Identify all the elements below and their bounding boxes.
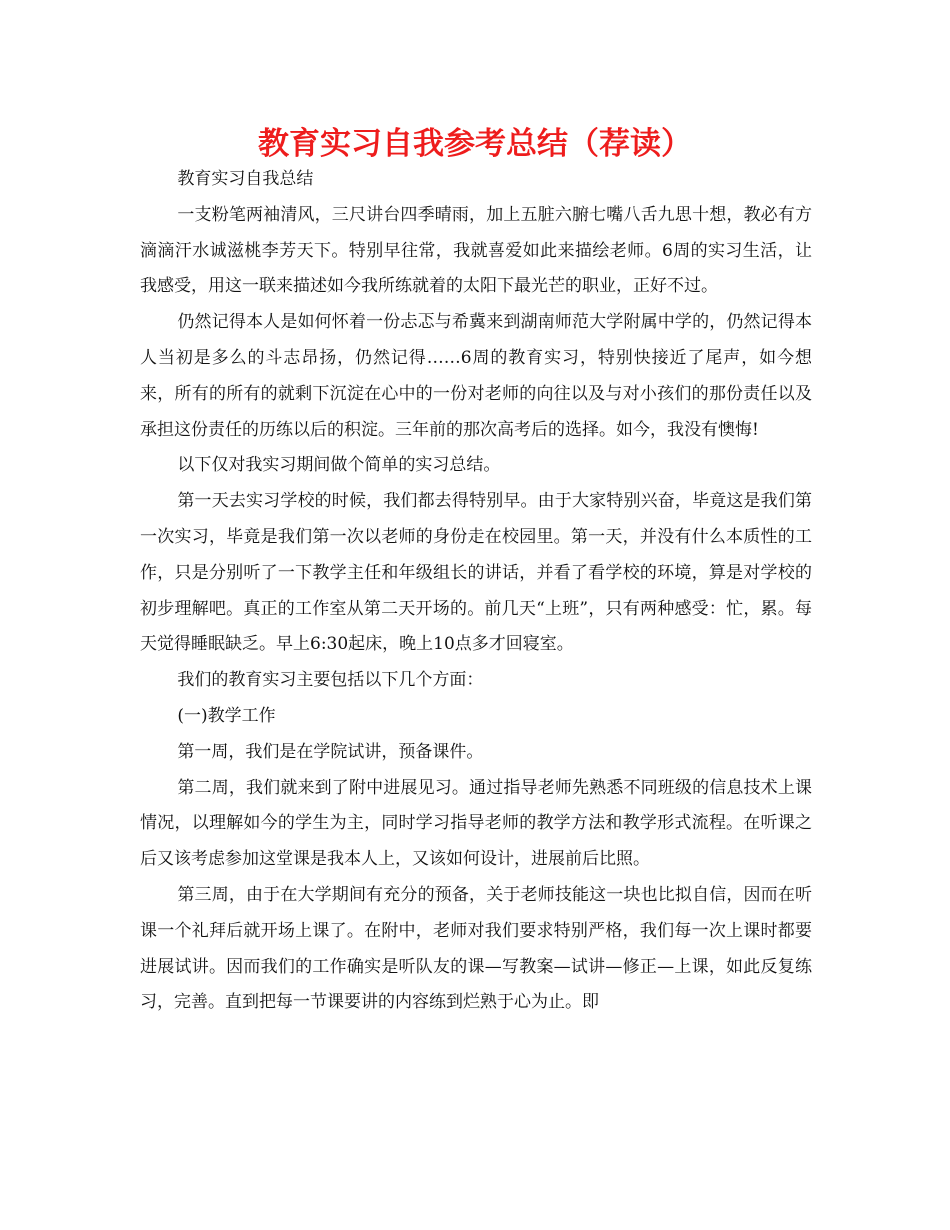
- body-paragraph: 以下仅对我实习期间做个简单的实习总结。: [177, 455, 501, 476]
- body-paragraph: 一支粉笔两袖清风，三尺讲台四季晴雨，加上五脏六腑七嘴八舌九思十想，教必有方滴滴汗水诚滋桃李芳天下。特别早往常，我就喜爱如此来描绘老师。6周的实习生活，让我感受，用这一联来描述如今我所练就着的太阳下最光芒的职业，正好不过。: [140, 204, 812, 297]
- subtitle-paragraph: 教育实习自我总结: [177, 169, 314, 189]
- body-paragraph: 第一周，我们是在学院试讲，预备课件。: [177, 741, 484, 762]
- body-paragraph: 第三周，由于在大学期间有充分的预备，关于老师技能这一块也比拟自信，因而在听课一个礼拜后就开场上课了。在附中，老师对我们要求特别严格，我们每一次上课时都要进展试讲。因而我们的工作确实是听队友的课—写教案—试讲—修正—上课，如此反复练习，完善。直到把每一节课要讲的内容练到烂熟于心为止。即: [140, 884, 812, 1013]
- body-paragraph: 第二周，我们就来到了附中进展见习。通过指导老师先熟悉不同班级的信息技术上课情况，以理解如今的学生为主，同时学习指导老师的教学方法和教学形式流程。在听课之后又该考虑参加这堂课是我本人上，又该如何设计，进展前后比照。: [140, 777, 812, 870]
- section-heading: (一)教学工作: [177, 705, 276, 726]
- body-paragraph: 第一天去实习学校的时候，我们都去得特别早。由于大家特别兴奋，毕竟这是我们第一次实习，毕竟是我们第一次以老师的身份走在校园里。第一天，并没有什么本质性的工作，只是分别听了一下教学主任和年级组长的讲话，并看了看学校的环境，算是对学校的初步理解吧。真正的工作室从第二天开场的。前几天“上班”，只有两种感受：忙，累。每天觉得睡眠缺乏。早上6:30起床，晚上10点多才回寝室。: [140, 491, 812, 655]
- body-paragraph: 我们的教育实习主要包括以下几个方面：: [177, 670, 484, 691]
- document-body: [140, 162, 812, 1021]
- body-paragraph: 仍然记得本人是如何怀着一份忐忑与希冀来到湖南师范大学附属中学的，仍然记得本人当初是多么的斗志昂扬，仍然记得……6周的教育实习，特别快接近了尾声，如今想来，所有的所有的就剩下沉淀在心中的一份对老师的向往以及与对小孩们的那份责任以及承担这份责任的历练以后的积淀。三年前的那次高考后的选择。如今，我没有懊悔!: [140, 312, 812, 440]
- document-title: 教育实习自我参考总结（荐读）: [258, 126, 692, 162]
